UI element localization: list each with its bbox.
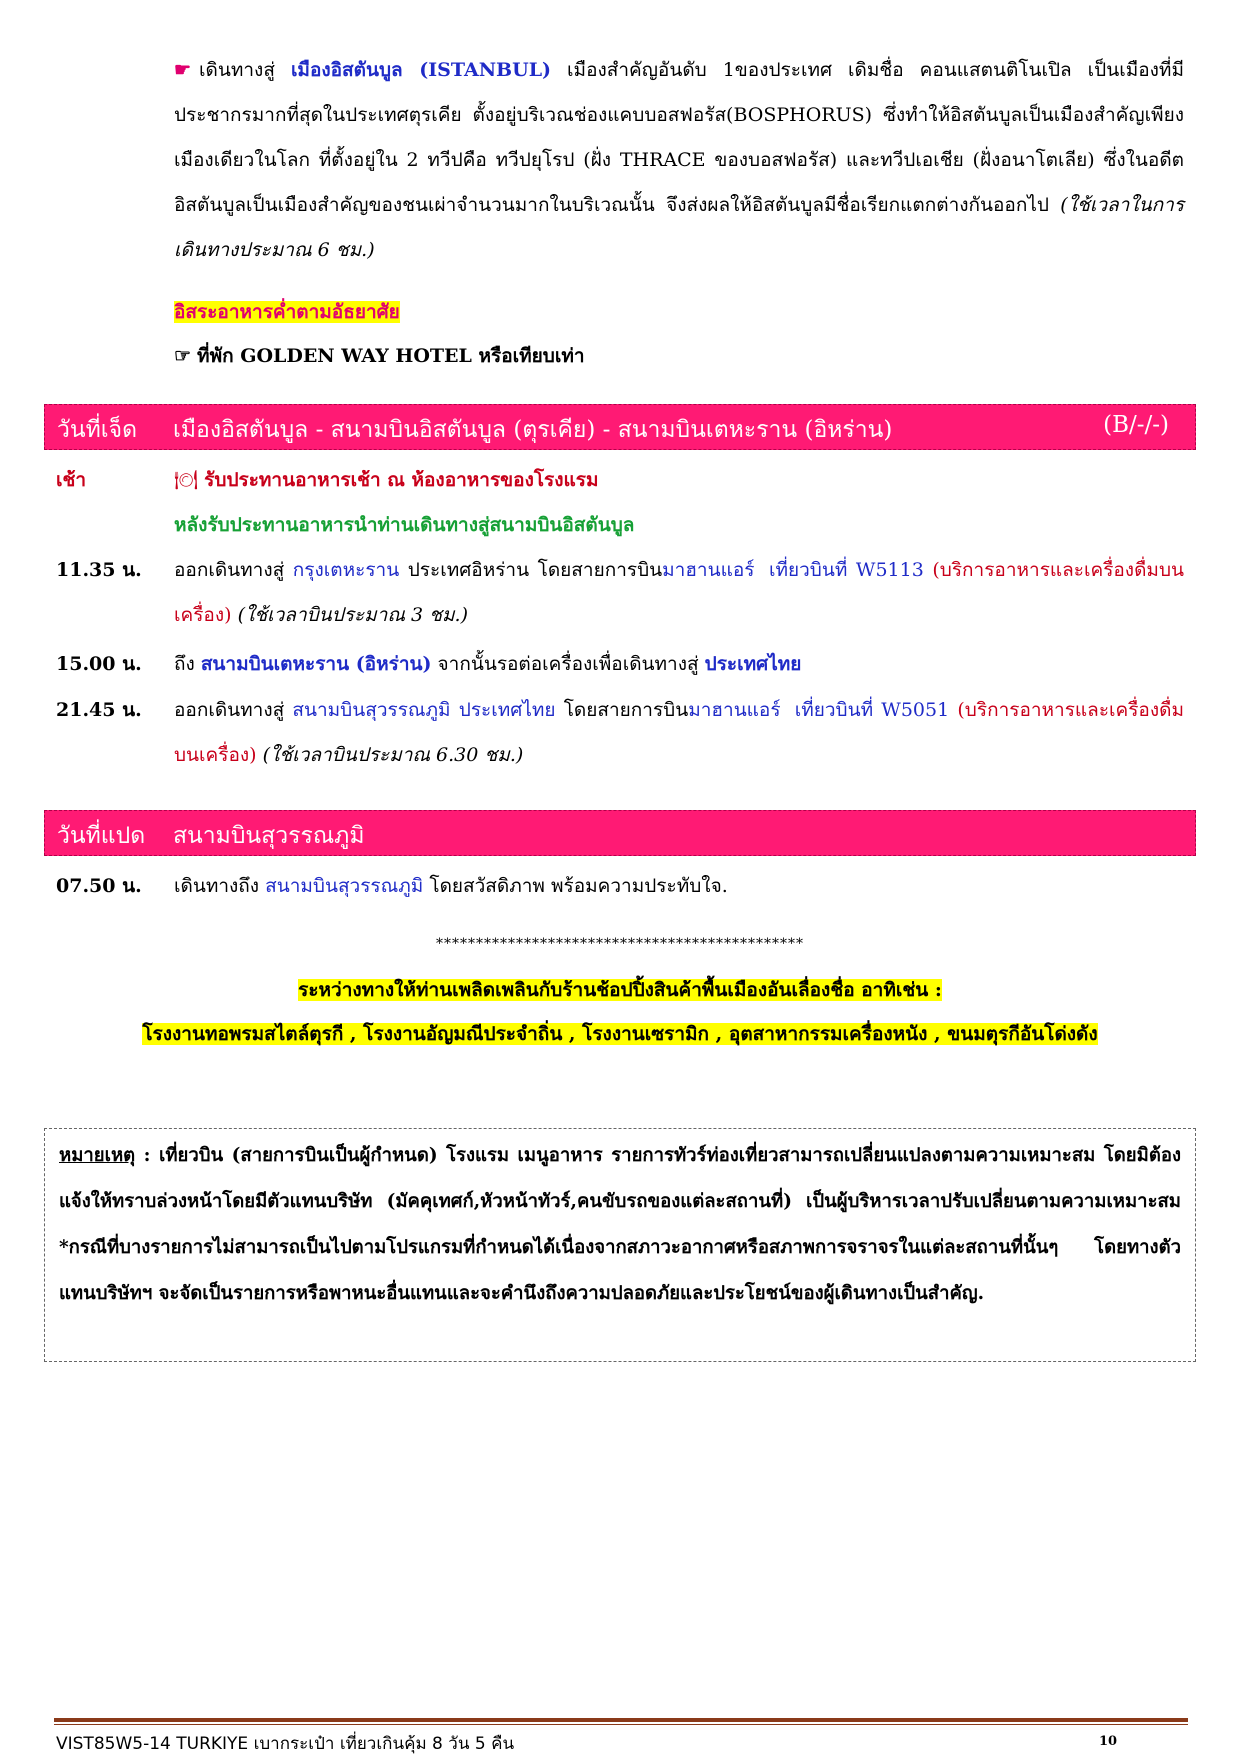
arrival-text-c: จากนั้นรอต่อเครื่องเพื่อเดินทางสู่ [437, 653, 699, 675]
footer-program-code: VIST85W5-14 TURKIYE เบากระเป๋า เที่ยวเกินคุ้ม 8 วัน 5 คืน [56, 1734, 515, 1754]
flight1-text-c: ประเทศอิหร่าน โดยสายการบิน [407, 559, 663, 581]
shopping-line1 [44, 970, 1196, 1010]
arrival-text-a: ถึง [174, 653, 195, 675]
intro-body: เมืองสำคัญอันดับ 1ของประเทศ เดิมชื่อ คอนแสตนติโนเปิล เป็นเมืองที่มีประชากรมากที่สุดในประเทศตุรเคีย ตั้งอยู่บริเวณช่องแคบบอสฟอรัส(BOSPHORUS) ซึ่งทำให้อิสตันบูลเป็นเมืองสำคัญเพียงเมืองเดียวในโลก ที่ตั้งอยู่ใน 2 ทวีปคือ ทวีปยุโรป (ฝั่ง THRACE ของบอสฟอรัส) และทวีปเอเชีย (ฝั่งอนาโตเลีย) ซึ่งในอดีตอิสตันบูลเป็นเมืองสำคัญของชนเผ่าจำนวนมากในบริเวณนั้น จึงส่งผลให้อิสตันบูลมีชื่อเรียกแตกต่างกันออกไป [174, 59, 1184, 216]
day7-meals: (B/-/-) [1103, 412, 1169, 438]
flight1-text-a: ออกเดินทางสู่ [174, 559, 285, 581]
day8-time: 07.50 น. [56, 875, 142, 897]
day7-label: วันที่เจ็ด [57, 417, 138, 443]
remark-text: : เที่ยวบิน (สายการบินเป็นผู้กำหนด) โรงแรม เมนูอาหาร รายการทัวร์ท่องเที่ยวสามารถเปลี่ยนแปลงตามความเหมาะสม โดยมิต้องแจ้งให้ทราบล่วงหน้าโดยมีตัวแทนบริษัท (มัคคุเทศก์,หัวหน้าทัวร์,คนขับรถของแต่ละสถานที่) เป็นผู้บริหารเวลาปรับเปลี่ยนตามความเหมาะสม *กรณีที่บางรายการไม่สามารถเป็นไปตามโปรแกรมที่กำหนดได้เนื่องจากสภาวะอากาศหรือสภาพการจราจรในแต่ละสถานที่นั้นๆ โดยทางตัวแทนบริษัทฯ จะจัดเป็นรายการหรือพาหนะอื่นแทนและจะคำนึงถึงความปลอดภัยและประโยชน์ของผู้เดินทางเป็นสำคัญ. [59, 1145, 1181, 1304]
hand-pointer-icon: ☞ [174, 345, 192, 367]
hotel-name: ที่พัก GOLDEN WAY HOTEL หรือเทียบเท่า [197, 345, 585, 367]
arrival-time: 15.00 น. [56, 653, 142, 675]
shopping-line2 [44, 1014, 1196, 1054]
arrival-country: ประเทศไทย [704, 653, 802, 675]
footer-rule-thick [54, 1718, 1188, 1722]
pointing-hand-icon: ☛ [174, 59, 192, 81]
flight2-number: เที่ยวบินที่ W5051 [794, 699, 950, 721]
morning-label: เช้า [56, 469, 87, 491]
day8-text-a: เดินทางถึง [174, 875, 260, 897]
flight2-duration: (ใช้เวลาบินประมาณ 6.30 ชม.) [262, 744, 524, 766]
flight1-airline: มาฮานแอร์ [662, 559, 755, 581]
day8-airport: สนามบินสุวรรณภูมิ [265, 875, 424, 897]
arrival-airport: สนามบินเตหะราน (อิหร่าน) [200, 653, 432, 675]
flight2-airline: มาฮานแอร์ [688, 699, 781, 721]
flight1-service: (บริการอาหารและเครื่องดื่มบนเครื่อง) [174, 559, 1184, 626]
shopping-list: โรงงานทอพรมสไตล์ตุรกี , โรงงานอัญมณีประจำถิ่น , โรงงานเซรามิก , อุตสาหากรรมเครื่องหนัง , ขนมตุรกีอันโด่งดัง [142, 1023, 1098, 1045]
intro-travel-time: (ใช้เวลาในการเดินทางประมาณ 6 ชม.) [174, 194, 1184, 261]
day8-header [44, 810, 1196, 856]
shopping-intro: ระหว่างทางให้ท่านเพลิดเพลินกับร้านช้อปปิ้งสินค้าพื้นเมืองอันเลื่องชื่อ อาทิเช่น : [298, 979, 942, 1001]
day8-title: สนามบินสุวรรณภูมิ [173, 823, 365, 849]
flight2-text-c: โดยสายการบิน [563, 699, 689, 721]
separator-stars: ********************************************** [436, 936, 804, 952]
meal-icon: 🍽 [174, 469, 199, 491]
flight2-service: (บริการอาหารและเครื่องดื่มบนเครื่อง) [174, 699, 1184, 766]
flight1-destination: กรุงเตหะราน [292, 559, 400, 581]
istanbul-city: เมืองอิสตันบูล (ISTANBUL) [290, 59, 552, 81]
after-breakfast-text: หลังรับประทานอาหารนำท่านเดินทางสู่สนามบินอิสตันบูล [174, 514, 635, 536]
intro-pre: เดินทางสู่ [199, 59, 275, 81]
day8-label: วันที่แปด [57, 823, 146, 849]
hotel-line [174, 334, 1184, 379]
page-number: 10 [1099, 1734, 1118, 1749]
day8-text-c: โดยสวัสดิภาพ พร้อมความประทับใจ. [429, 875, 728, 897]
remark-label: หมายเหตุ [59, 1145, 136, 1166]
breakfast-text: รับประทานอาหารเช้า ณ ห้องอาหารของโรงแรม [204, 469, 599, 491]
footer-rule-thin [54, 1724, 1188, 1725]
day7-title: เมืองอิสตันบูล - สนามบินอิสตันบูล (ตุรเคีย) - สนามบินเตหะราน (อิหร่าน) [173, 417, 893, 443]
flight1-time: 11.35 น. [56, 559, 142, 581]
dinner-note: อิสระอาหารค่ำตามอัธยาศัย [174, 301, 400, 323]
dinner-line [174, 290, 400, 335]
istanbul-paragraph [174, 48, 1184, 273]
flight1-duration: (ใช้เวลาบินประมาณ 3 ชม.) [237, 604, 469, 626]
flight2-destination: สนามบินสุวรรณภูมิ ประเทศไทย [292, 699, 556, 721]
flight2-text-a: ออกเดินทางสู่ [174, 699, 285, 721]
flight1-number: เที่ยวบินที่ W5113 [768, 559, 924, 581]
day7-header [44, 404, 1196, 450]
flight2-time: 21.45 น. [56, 699, 142, 721]
remark-box [44, 1128, 1196, 1362]
